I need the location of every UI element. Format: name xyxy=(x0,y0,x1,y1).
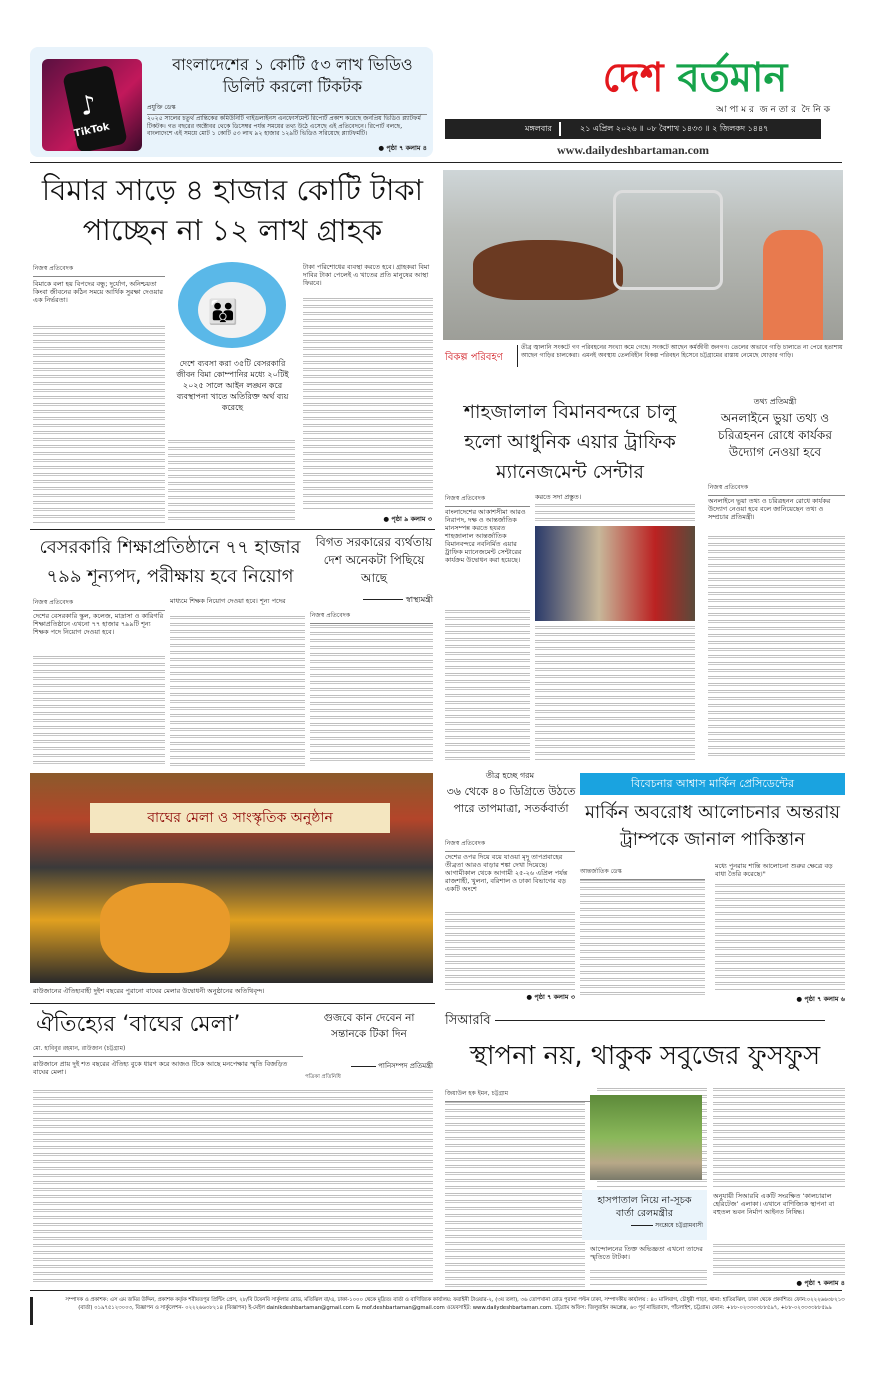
vaccine-attribution-text: পানিসম্পদ প্রতিমন্ত্রী xyxy=(378,1062,433,1070)
education-col2-start: মাধ্যমে শিক্ষক নিয়োগ দেওয়া হবে। শূন্য পদের xyxy=(170,597,286,605)
lead-body-col3 xyxy=(303,298,433,510)
mela-banner: বাঘের মেলা ও সাংস্কৃতিক অনুষ্ঠান xyxy=(90,803,390,833)
heat-headline[interactable]: ৩৬ থেকে ৪০ ডিগ্রিতে উঠতে পারে তাপমাত্রা, সতর্কবার্তা xyxy=(446,785,576,815)
crb-label-text: সিআরবি xyxy=(445,1013,491,1028)
crb-body-col3 xyxy=(713,1088,845,1188)
day: মঙ্গলবার xyxy=(525,124,552,133)
footer-email1[interactable]: dainikdeshbartaman@gmail.com xyxy=(266,1305,355,1311)
health-reporter: নিজস্ব প্রতিবেদক xyxy=(310,610,433,624)
footer-imprint xyxy=(60,1296,850,1312)
heat-jump[interactable]: ● পৃষ্ঠা ৭ কলাম ৩ xyxy=(526,993,575,1001)
education-reporter: নিজস্ব প্রতিবেদক xyxy=(33,597,165,611)
crb-col2-start: আন্দোলনের তিক্ত অভিজ্ঞতা এখনো তাদের স্মৃতিতে টাটকা। xyxy=(590,1245,703,1261)
logo-part-desh: দেশ xyxy=(602,55,664,101)
tiger-fair-body xyxy=(33,1090,433,1285)
crb-body-col3-b xyxy=(713,1244,845,1276)
tiktok-image xyxy=(42,59,142,151)
tiktok-body: ২০২৫ সালের চতুর্থ প্রান্তিকের কমিউনিটি গাইডলাইনস এনফোর্সমেন্ট রিপোর্ট প্রকাশ করেছে জনপ্রিয় ভিডিও প্ল্যাটফর্ম টিকটক। গত বছরের অক্টোবর থেকে ডিসেম্বর পর্যন্ত সময়ের তথ্য উঠে এসেছে এই প্রতিবেদনে। রিপোর্ট বলছে, বাংলাদেশে এই সময়ে মোট ১ কোটি ৫৩ লাখ ৯২ হাজার ১২৯টি ভিডিও সরিয়েছে প্ল্যাটফর্মটি। xyxy=(147,115,421,137)
tiktok-logo-icon: ♪ xyxy=(77,89,100,123)
lead-body-col3-start: টাকা পরিশোধের ব্যবস্থা করতে হবে। গ্রাহকরা বিমা দাবির টাকা পেলেই এ খাতের প্রতি মানুষের আস্থা ফিরবে। xyxy=(303,263,430,287)
heat-body xyxy=(445,912,575,990)
pakistan-col2-start: মধ্যে পুনরায় শান্তি আলোচনা শুরুর ক্ষেত্রে বড় বাধা তৈরি করেছে।" xyxy=(715,862,833,878)
airport-col2-start: করতে সদা প্রস্তুত। xyxy=(535,493,582,501)
family-icon: 👪 xyxy=(208,298,238,326)
masthead-logo[interactable] xyxy=(560,52,830,104)
vaccine-headline[interactable]: গুজবে কান দেবেন না সন্তানকে টিকা দিন xyxy=(323,1012,415,1040)
health-attribution xyxy=(330,594,433,607)
section-divider xyxy=(30,529,435,530)
footer-website-label: ওয়েবসাইট: xyxy=(446,1305,471,1311)
footer-website[interactable]: www.dailydeshbartaman.com. xyxy=(472,1305,553,1311)
heat-reporter: নিজস্ব প্রতিবেদক xyxy=(445,838,575,852)
pakistan-jump[interactable]: ● পৃষ্ঠা ৭ কলাম ৬ xyxy=(796,995,845,1003)
tiger-fair-headline[interactable]: ঐতিহ্যের ‘বাঘের মেলা’ xyxy=(36,1012,241,1037)
pakistan-headline[interactable]: মার্কিন অবরোধ আলোচনার অন্তরায় ট্রাম্পকে জানাল পাকিস্তান xyxy=(584,802,841,850)
health-attribution-text: স্বাস্থ্যমন্ত্রী xyxy=(405,595,433,604)
crb-infobox-title: হাসপাতাল নিয়ে না-সূচক বার্তা রেলমন্ত্রীর xyxy=(597,1195,692,1219)
info-minister-kicker: তথ্য প্রতিমন্ত্রী xyxy=(753,397,797,406)
pakistan-banner: বিবেচনার আশ্বাস মার্কিন প্রেসিডেন্টের xyxy=(580,773,845,795)
education-body-col2 xyxy=(170,616,305,766)
pakistan-body-col2 xyxy=(715,884,845,990)
airport-reporter: নিজস্ব প্রতিবেদক xyxy=(445,493,530,507)
caption-divider xyxy=(517,345,518,367)
tiger-fair-body-start: রাউজানে প্রায় দুই শত বছরের ঐতিহ্য বুকে ধারণ করে আজও টিকে আছে মনপেক্ষার স্মৃতি বিজড়িত বাঘের মেলা। xyxy=(33,1060,288,1076)
info-minister-body xyxy=(708,536,845,760)
health-headline[interactable]: বিগত সরকারের ব্যর্থতায় দেশ অনেকটা পিছিয়ে আছে xyxy=(315,535,433,585)
crb-body-col1 xyxy=(445,1102,585,1287)
crb-label xyxy=(445,1011,845,1032)
crb-col3-start: অনুযায়ী সিআরবি একটি সংরক্ষিত ‘কালচারাল হেরিটেজ’ এলাকা। এখানে বাণিজ্যিক স্থাপনা বা বহুতল ভবন নির্মাণ আইনত নিষিদ্ধ। xyxy=(713,1192,835,1216)
footer-bar xyxy=(30,1297,33,1325)
footer-imprint-text: সম্পাদক ও প্রকাশক: এস এম জমির উদ্দিন, প্রকাশক কর্তৃক শরীয়তপুর প্রিন্টিং প্রেস, ২৮/বি টয়েনবি সার্কুলার রোড, মতিঝিল বা/এ, ঢাকা-১০০০ থেকে মুদ্রিত। বার্তা ও বাণিজ্যিক কার্যালয়: ফরাইনী টাওয়ার-২, (৩য় তলা), ৩৬ তোপখানা রোড পুরানা পল্টন ঢাকা, সম্পাদকীয় কার্যালয় : ৪০ মালিবাগ, চৌধুরী পাড়া, থানা: হাতিরঝিল, ঢাকা থেকে প্রকাশিত। ফোন:০২২২৬৬৩৮২১৩ (বার্তা) ০১৯৭৫১২৩০০৩, বিজ্ঞাপন ও সার্কুলেশন- ০২২২৬৬৩৮২১৪ (বিজ্ঞাপন) ই-মেইল xyxy=(65,1297,845,1311)
lead-infographic xyxy=(168,262,295,350)
crb-headline[interactable]: স্থাপনা নয়, থাকুক সবুজের ফুসফুস xyxy=(469,1041,821,1071)
lead-infobox: দেশে ব্যবসা করা ৩৫টি বেসরকারি জীবন বিমা কোম্পানির মধ্যে ২০টিই ২০২৫ সালে আইন লঙ্ঘন করে ব্যবস্থাপনা খাতে অতিরিক্ত অর্থ ব্যয় করেছে xyxy=(176,359,289,412)
lead-body-col2 xyxy=(168,440,295,523)
footer-email2[interactable]: & mof.deshbartaman@gmail.com xyxy=(355,1305,445,1311)
footer-divider xyxy=(30,1290,842,1291)
lead-body-start: বিমাকে বলা হয় বিপদের বন্ধু; দুর্যোগ, অনিশ্চয়তা কিংবা জীবনের কঠিন সময়ে আর্থিক সুরক্ষা দেওয়ার এক নির্ভরতা। xyxy=(33,280,163,304)
lead-reporter: নিজস্ব প্রতিবেদক xyxy=(33,263,165,277)
atm-center-photo xyxy=(535,526,695,621)
pakistan-desk: আন্তর্জাতিক ডেস্ক xyxy=(580,866,705,880)
tiktok-headline[interactable]: বাংলাদেশের ১ কোটি ৫৩ লাখ ভিডিও ডিলিট করলো টিকটক xyxy=(172,55,413,96)
airport-body-start: বাংলাদেশের আকাশসীমা আরও নিরাপদ, দক্ষ ও আন্তর্জাতিক মানসম্পন্ন করতে হযরত শাহজালাল আন্তর্জাতিক বিমানবন্দরে নবনির্মিত এয়ার ট্রাফিক ম্যানেজমেন্ট সেন্টারের কার্যক্রম উদ্বোধন করা হয়েছে। xyxy=(445,508,526,564)
airport-headline[interactable]: শাহজালাল বিমানবন্দরে চালু হলো আধুনিক এয়ার ট্রাফিক ম্যানেজমেন্ট সেন্টার xyxy=(463,401,677,483)
footer-ctg-office: চট্টগ্রাম অফিস: জিলুরাইন কমপ্লেক্স, ৬৩ পূর্ব নাছিরাবাদ, পাঁচলাইশ, চট্টগ্রাম। ফোন: +৮৮-০২৩৩৩৩৮৮৫৯৭, +৮৮-০২৩৩৩৩৮৮৫৯৯ xyxy=(554,1305,832,1311)
photo-caption-title: বিকল্প পরিবহণ xyxy=(445,352,503,363)
tiger-fair-photo xyxy=(30,773,433,983)
heat-kicker: তীব্র হচ্ছে গরম xyxy=(485,771,535,780)
tiktok-jump[interactable]: ● পৃষ্ঠা ৭ কলাম ৪ xyxy=(378,144,427,152)
lead-jump[interactable]: ● পৃষ্ঠা ৯ কলাম ৩ xyxy=(383,515,432,523)
education-body-start: দেশের বেসরকারি স্কুল, কলেজ, মাদ্রাসা ও কারিগরি শিক্ষাপ্রতিষ্ঠানে এখনো ৭৭ হাজার ৭৯৯টি শূন্য শিক্ষক পদে নিয়োগ দেওয়া হবে। xyxy=(33,612,164,636)
info-minister-headline[interactable]: অনলাইনে ভুয়া তথ্য ও চরিত্রহনন রোধে কার্যকর উদ্যোগ নেওয়া হবে xyxy=(718,411,832,459)
logo-part-bartaman: বর্তমান xyxy=(677,55,788,101)
education-body-col1 xyxy=(33,656,165,766)
crb-trees-photo xyxy=(590,1095,702,1180)
crb-infobox-attr: সংশ্লেষে চট্টগ্রামবাসী xyxy=(655,1222,703,1229)
horse-cart-photo xyxy=(443,170,843,340)
date: ২১ এপ্রিল ২০২৬ ॥ ০৮ বৈশাখ ১৪৩৩ ॥ ২ জিলকদ ১৪৪৭ xyxy=(580,124,769,133)
airport-body-col1 xyxy=(445,610,530,760)
vaccine-attribution xyxy=(305,1060,433,1072)
pakistan-body-col1 xyxy=(580,880,705,995)
lead-body-col1 xyxy=(33,326,165,523)
crb-reporter: জিয়াউল হক ইমন, চট্টগ্রাম xyxy=(445,1088,590,1102)
top-divider xyxy=(30,162,842,163)
tiger-fair-byline: মো. হাবিবুর রহমান, রাউজান (চট্টগ্রাম) xyxy=(33,1043,303,1057)
info-minister-reporter: নিজস্ব প্রতিবেদক xyxy=(708,482,845,496)
heat-body-start: দেশের ওপর দিয়ে বয়ে যাওয়া মৃদু তাপপ্রবাহের তীব্রতা আরও বাড়ার শঙ্কা দেখা দিয়েছে। আগামীকাল থেকে আগামী ২৫-২৬ এপ্রিল পর্যন্ত রাজশাহী, খুলনা, বরিশাল ও ঢাকা বিভাগের বড় একটি অংশে xyxy=(445,853,568,893)
tiktok-desk: প্রযুক্তি ডেস্ক xyxy=(147,102,427,115)
airport-body-col2 xyxy=(535,626,695,760)
date-bar xyxy=(445,119,821,139)
airport-body-col2-top xyxy=(535,504,695,524)
info-minister-body-start: অনলাইনে ভুয়া তথ্য ও চরিত্রহনন রোধে কার্যকর উদ্যোগ নেওয়া হবে বলে জানিয়েছেন তথ্য ও সম্প্রচার প্রতিমন্ত্রী। xyxy=(708,497,831,521)
masthead-url[interactable]: www.dailydeshbartaman.com xyxy=(556,143,709,157)
crb-body-col2 xyxy=(590,1270,707,1286)
tiktok-label: TikTok xyxy=(73,121,111,140)
vaccine-reporter: পত্রিকা প্রতিনিধি xyxy=(305,1074,341,1080)
lead-headline[interactable]: বিমার সাড়ে ৪ হাজার কোটি টাকা পাচ্ছেন না ১২ লাখ গ্রাহক xyxy=(41,173,424,247)
tiger-fair-caption: রাউজানের ঐতিহ্যবাহী দুইশ বছরের পুরানো বাঘের মেলার উদ্বোধনী অনুষ্ঠানের অতিথিবৃন্দ। xyxy=(33,987,265,995)
crb-jump[interactable]: ● পৃষ্ঠা ৭ কলাম ৪ xyxy=(796,1279,845,1287)
crb-infobox xyxy=(582,1190,707,1240)
photo-caption: তীব্র জ্বালানি সংকটে গণ পরিবহনের সংখ্যা কমে গেছে। সংকটে আছেন কর্মজীবী জনগণ। তেলের অভাবে গাড়ি চালাতে না পেরে হতাশায় আছেন গাড়ির চালকেরা। এমনই অবস্থায় তেলবিহীন বিকল্প পরিবহন হিসেবে চট্টগ্রামের রাস্তায় নেমেছে ঘোড়ার গাড়ি। xyxy=(521,344,843,359)
education-headline[interactable]: বেসরকারি শিক্ষাপ্রতিষ্ঠানে ৭৭ হাজার ৭৯৯ শূন্যপদ, পরীক্ষায় হবে নিয়োগ xyxy=(39,537,301,587)
health-body xyxy=(310,625,433,765)
masthead-tagline: আ পা ম র জ ন তা র দৈ নি ক xyxy=(716,105,830,115)
section-divider-2 xyxy=(30,1003,435,1004)
